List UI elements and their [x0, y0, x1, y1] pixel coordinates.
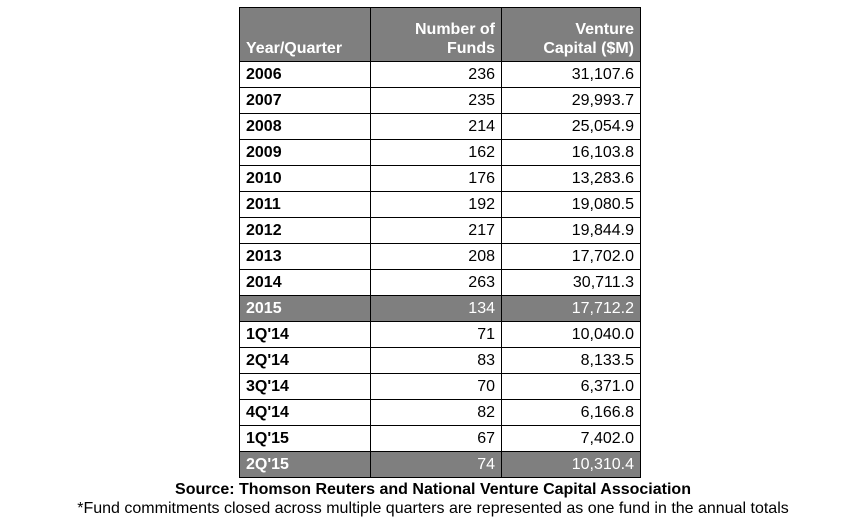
row-funds: 263: [371, 270, 502, 296]
row-capital: 25,054.9: [502, 114, 641, 140]
row-capital: 19,080.5: [502, 192, 641, 218]
row-capital: 17,712.2: [502, 296, 641, 322]
row-period: 2Q'15: [240, 452, 371, 478]
row-period: 2012: [240, 218, 371, 244]
header-venture-capital: [502, 8, 641, 62]
row-period: 2013: [240, 244, 371, 270]
footnote: *Fund commitments closed across multiple quarters are represented as one fund in the annual totals: [77, 500, 789, 517]
row-funds: 83: [371, 348, 502, 374]
row-funds: 214: [371, 114, 502, 140]
table-row: [240, 140, 641, 166]
table-row: [240, 426, 641, 452]
row-period: 2008: [240, 114, 371, 140]
row-funds: 134: [371, 296, 502, 322]
row-funds: 70: [371, 374, 502, 400]
row-period: 2015: [240, 296, 371, 322]
row-funds: 74: [371, 452, 502, 478]
row-funds: 236: [371, 62, 502, 88]
row-capital: 17,702.0: [502, 244, 641, 270]
row-funds: 192: [371, 192, 502, 218]
table-row: [240, 62, 641, 88]
source-caption: Source: Thomson Reuters and National Venture Capital Association: [175, 481, 691, 498]
table-row: [240, 322, 641, 348]
row-capital: 10,040.0: [502, 322, 641, 348]
row-capital: 13,283.6: [502, 166, 641, 192]
header-capital-line2: Capital ($M): [543, 40, 634, 57]
row-funds: 176: [371, 166, 502, 192]
row-period: 2Q'14: [240, 348, 371, 374]
table-row: [240, 374, 641, 400]
row-capital: 6,371.0: [502, 374, 641, 400]
row-period: 2011: [240, 192, 371, 218]
row-period: 2007: [240, 88, 371, 114]
row-capital: 31,107.6: [502, 62, 641, 88]
row-capital: 6,166.8: [502, 400, 641, 426]
row-period: 1Q'14: [240, 322, 371, 348]
table-row: [240, 400, 641, 426]
row-capital: 29,993.7: [502, 88, 641, 114]
header-funds-line2: Funds: [447, 40, 495, 57]
row-capital: 16,103.8: [502, 140, 641, 166]
row-funds: 235: [371, 88, 502, 114]
row-period: 2009: [240, 140, 371, 166]
row-period: 2010: [240, 166, 371, 192]
table-row: [240, 244, 641, 270]
row-capital: 19,844.9: [502, 218, 641, 244]
row-capital: 10,310.4: [502, 452, 641, 478]
row-period: 4Q'14: [240, 400, 371, 426]
row-period: 1Q'15: [240, 426, 371, 452]
table-row: [240, 348, 641, 374]
row-period: 2006: [240, 62, 371, 88]
row-capital: 8,133.5: [502, 348, 641, 374]
table-row: [240, 114, 641, 140]
row-funds: 217: [371, 218, 502, 244]
row-funds: 82: [371, 400, 502, 426]
row-capital: 7,402.0: [502, 426, 641, 452]
header-number-of-funds: [371, 8, 502, 62]
table-row: [240, 218, 641, 244]
header-funds-line1: Number of: [415, 21, 495, 38]
table-header-row: [240, 8, 641, 62]
venture-capital-table: [239, 7, 641, 478]
table-row: [240, 296, 641, 322]
table-body: [240, 62, 641, 478]
table-row: [240, 166, 641, 192]
row-funds: 67: [371, 426, 502, 452]
row-period: 3Q'14: [240, 374, 371, 400]
row-funds: 71: [371, 322, 502, 348]
row-funds: 162: [371, 140, 502, 166]
header-capital-line1: Venture: [575, 21, 634, 38]
header-year-quarter: Year/Quarter: [240, 8, 371, 62]
row-period: 2014: [240, 270, 371, 296]
table-row: [240, 88, 641, 114]
table-row: [240, 452, 641, 478]
table-row: [240, 270, 641, 296]
table-row: [240, 192, 641, 218]
row-funds: 208: [371, 244, 502, 270]
row-capital: 30,711.3: [502, 270, 641, 296]
